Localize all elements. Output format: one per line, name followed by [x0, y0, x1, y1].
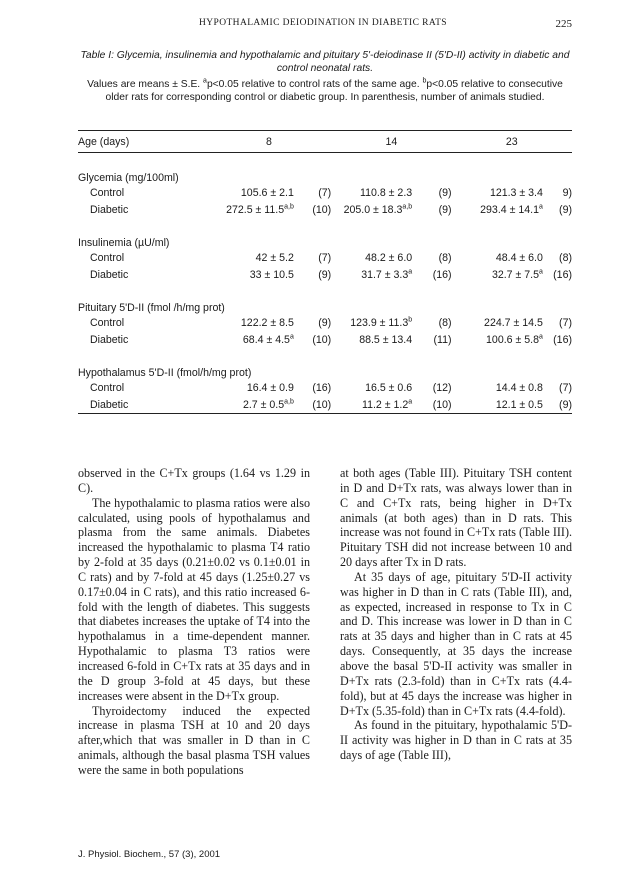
- significance-mark: a: [289, 332, 294, 340]
- n-cell: (9): [438, 203, 452, 216]
- notes-post: p<0.05 relative to consecutive older rats for corresponding control or diabetic group. In parenthesis, number of animals studied.: [105, 79, 563, 103]
- mean-se: 88.5 ± 13.4: [359, 333, 413, 346]
- mean-se: 105.6 ± 2.1: [240, 186, 294, 199]
- table-row: [78, 184, 572, 201]
- table-row: [78, 266, 572, 283]
- significance-mark: a: [538, 202, 543, 210]
- significance-mark: a: [408, 267, 413, 275]
- significance-mark: a,b: [284, 397, 294, 405]
- value-cell: [207, 331, 294, 348]
- table-body: [78, 153, 572, 414]
- value-cell: [331, 314, 412, 331]
- n-cell: (7): [318, 251, 332, 264]
- value-cell: [207, 184, 294, 201]
- mean-se: 205.0 ± 18.3: [343, 203, 403, 216]
- n-cell: (11): [433, 333, 452, 346]
- running-title: HYPOTHALAMIC DEIODINATION IN DIABETIC RATS: [199, 18, 447, 28]
- row-label: Control: [90, 316, 125, 329]
- value-cell: [331, 201, 412, 218]
- n-cell: (16): [553, 268, 572, 281]
- row-label: Diabetic: [90, 203, 129, 216]
- value-cell: [452, 396, 543, 414]
- value-cell: [207, 201, 294, 218]
- table-top-rule: [78, 130, 572, 131]
- value-cell: [452, 249, 543, 266]
- mean-se: 31.7 ± 3.3: [361, 268, 409, 281]
- n-cell: (10): [312, 333, 332, 346]
- table-header: [78, 132, 572, 153]
- value-cell: [331, 266, 412, 283]
- value-cell: [207, 249, 294, 266]
- n-cell: (9): [438, 186, 452, 199]
- n-cell: (12): [432, 381, 452, 394]
- group-label: Pituitary 5'D-II (fmol /h/mg prot): [78, 302, 225, 314]
- table-row: [78, 396, 572, 414]
- mean-se: 121.3 ± 3.4: [489, 186, 543, 199]
- mean-se: 123.9 ± 11.3: [350, 316, 409, 329]
- value-cell: [452, 201, 543, 218]
- paragraph: at both ages (Table III). Pituitary TSH content in D and D+Tx rats, was always lower than in C and C+Tx rats, being higher in D+Tx animals (at both ages) than in D rats. This increase was not found in C+Tx rats (Table III). Pituitary TSH did not increase between 10 and 20 days after Tx in D rats.: [340, 466, 572, 570]
- mean-se: 110.8 ± 2.3: [360, 186, 413, 199]
- row-label: Diabetic: [90, 268, 129, 281]
- table-notes: [78, 79, 572, 104]
- header-row: [78, 132, 572, 153]
- row-label: Control: [90, 251, 125, 264]
- mean-se: 2.7 ± 0.5: [242, 398, 285, 411]
- notes-pre: Values are means ± S.E.: [87, 79, 204, 90]
- group-label: Glycemia (mg/100ml): [78, 172, 179, 184]
- mean-se: 48.4 ± 6.0: [495, 251, 543, 264]
- mean-se: 32.7 ± 7.5: [491, 268, 539, 281]
- running-head: [74, 18, 572, 34]
- group-row: [78, 283, 572, 314]
- row-label: Control: [90, 186, 125, 199]
- note-a-mark: a: [203, 77, 207, 85]
- n-cell: 9): [562, 186, 572, 199]
- page-number: 225: [555, 18, 572, 30]
- n-cell: (7): [559, 316, 572, 329]
- mean-se: 293.4 ± 14.1: [480, 203, 539, 216]
- n-cell: (7): [559, 381, 572, 394]
- significance-mark: a: [538, 332, 543, 340]
- n-cell: (16): [553, 333, 572, 346]
- age-8-header: 8: [207, 132, 332, 153]
- value-cell: [207, 379, 294, 396]
- significance-mark: a,b: [284, 202, 294, 210]
- note-b-mark: b: [422, 77, 427, 85]
- n-cell: (8): [559, 251, 572, 264]
- value-cell: [331, 331, 412, 348]
- value-cell: [207, 266, 294, 283]
- mean-se: 42 ± 5.2: [255, 251, 294, 264]
- table-row: [78, 331, 572, 348]
- mean-se: 14.4 ± 0.8: [495, 381, 543, 394]
- mean-se: 16.5 ± 0.6: [365, 381, 413, 394]
- mean-se: 33 ± 10.5: [249, 268, 294, 281]
- group-row: [78, 218, 572, 249]
- paragraph: observed in the C+Tx groups (1.64 vs 1.29 in C).: [78, 466, 310, 495]
- n-cell: (10): [412, 396, 451, 414]
- n-cell: (8): [438, 251, 452, 264]
- mean-se: 224.7 ± 14.5: [484, 316, 543, 329]
- mean-se: 11.2 ± 1.2: [361, 398, 409, 411]
- table-caption: [78, 50, 572, 104]
- group-label: Insulinemia (µU/ml): [78, 237, 170, 249]
- mean-se: 100.6 ± 5.8: [486, 333, 539, 346]
- table-row: [78, 379, 572, 396]
- table-row: [78, 249, 572, 266]
- n-cell: (16): [312, 381, 332, 394]
- value-cell: [331, 396, 412, 414]
- table-title: Table I: Glycemia, insulinemia and hypothalamic and pituitary 5'-deiodinase II (5'D-II) activity in diabetic and control neonatal rats.: [80, 50, 570, 74]
- table-row: [78, 201, 572, 218]
- mean-se: 12.1 ± 0.5: [495, 398, 543, 411]
- paragraph: As found in the pituitary, hypothalamic 5'D-II activity was higher in D than in C rats at 35 days of age (Table III),: [340, 718, 572, 763]
- value-cell: [331, 379, 412, 396]
- significance-mark: a,b: [402, 202, 413, 210]
- age-23-header: 23: [452, 132, 572, 153]
- group-row: [78, 153, 572, 185]
- value-cell: [452, 184, 543, 201]
- body-column-left: [78, 466, 310, 778]
- row-label: Diabetic: [90, 333, 129, 346]
- row-label: Control: [90, 381, 125, 394]
- data-table: [78, 132, 572, 414]
- n-cell: (10): [294, 396, 331, 414]
- n-cell: (10): [312, 203, 332, 216]
- n-cell: (9): [543, 396, 572, 414]
- group-row: [78, 348, 572, 379]
- paragraph: The hypothalamic to plasma ratios were also calculated, using pools of hypothalamus and plasma from the same animals. Diabetes increased the hypothalamic to plasma T4 ratio by 2-fold at 35 days (0.21±0.02 vs 0.1±0.01 in C rats) and by 7-fold at 45 days (1.25±0.27 vs 0.17±0.04 in C rats), and this ratio increased 6-fold with the length of diabetes. This suggests that diabetes increases the uptake of T4 into the hypothalamus in a time-dependent manner. Hypothalamic to plasma T3 ratios were increased 6-fold in C+Tx rats at 35 days and in the D group 3-fold at 45 days, but these increases were absent in the D+Tx group.: [78, 495, 310, 703]
- value-cell: [207, 396, 294, 414]
- notes-mid: p<0.05 relative to control rats of the same age.: [206, 79, 423, 90]
- n-cell: (8): [438, 316, 452, 329]
- table-row: [78, 314, 572, 331]
- n-cell: (7): [318, 186, 332, 199]
- group-label: Hypothalamus 5'D-II (fmol/h/mg prot): [78, 367, 252, 379]
- n-cell: (9): [318, 316, 332, 329]
- paragraph: At 35 days of age, pituitary 5'D-II activity was higher in D than in C rats (Table III), and, as expected, increased in response to Tx in C and D. This increase was lower in D than in C rats at 35 days and higher than in C rats at 45 days. Consequently, at 35 days the increase above the basal 5'D-II activity was smaller in D+Tx rats (2.3-fold) than in C+Tx rats (4.4-fold), but at 45 days the increase was higher in D+Tx (5.35-fold) than in C+Tx rats (4.4-fold).: [340, 569, 572, 718]
- n-cell: (16): [432, 268, 452, 281]
- row-label: Diabetic: [78, 396, 207, 414]
- n-cell: (9): [559, 203, 572, 216]
- mean-se: 16.4 ± 0.9: [246, 381, 294, 394]
- value-cell: [452, 266, 543, 283]
- n-cell: (9): [318, 268, 332, 281]
- significance-mark: a: [538, 267, 543, 275]
- value-cell: [331, 184, 412, 201]
- paragraph: Thyroidectomy induced the expected increase in plasma TSH at 10 and 20 days after,which that was smaller in D than in C animals, although the basal plasma TSH values were the same in both populations: [78, 703, 310, 777]
- value-cell: [452, 331, 543, 348]
- value-cell: [207, 314, 294, 331]
- value-cell: [452, 379, 543, 396]
- mean-se: 122.2 ± 8.5: [240, 316, 294, 329]
- value-cell: [331, 249, 412, 266]
- age-14-header: 14: [331, 132, 451, 153]
- significance-mark: b: [408, 315, 413, 323]
- mean-se: 48.2 ± 6.0: [365, 251, 413, 264]
- body-column-right: [340, 466, 572, 763]
- age-header: Age (days): [78, 132, 207, 153]
- significance-mark: a: [408, 397, 413, 405]
- mean-se: 68.4 ± 4.5: [242, 333, 290, 346]
- footer-citation: J. Physiol. Biochem., 57 (3), 2001: [78, 849, 221, 860]
- mean-se: 272.5 ± 11.5: [226, 203, 285, 216]
- value-cell: [452, 314, 543, 331]
